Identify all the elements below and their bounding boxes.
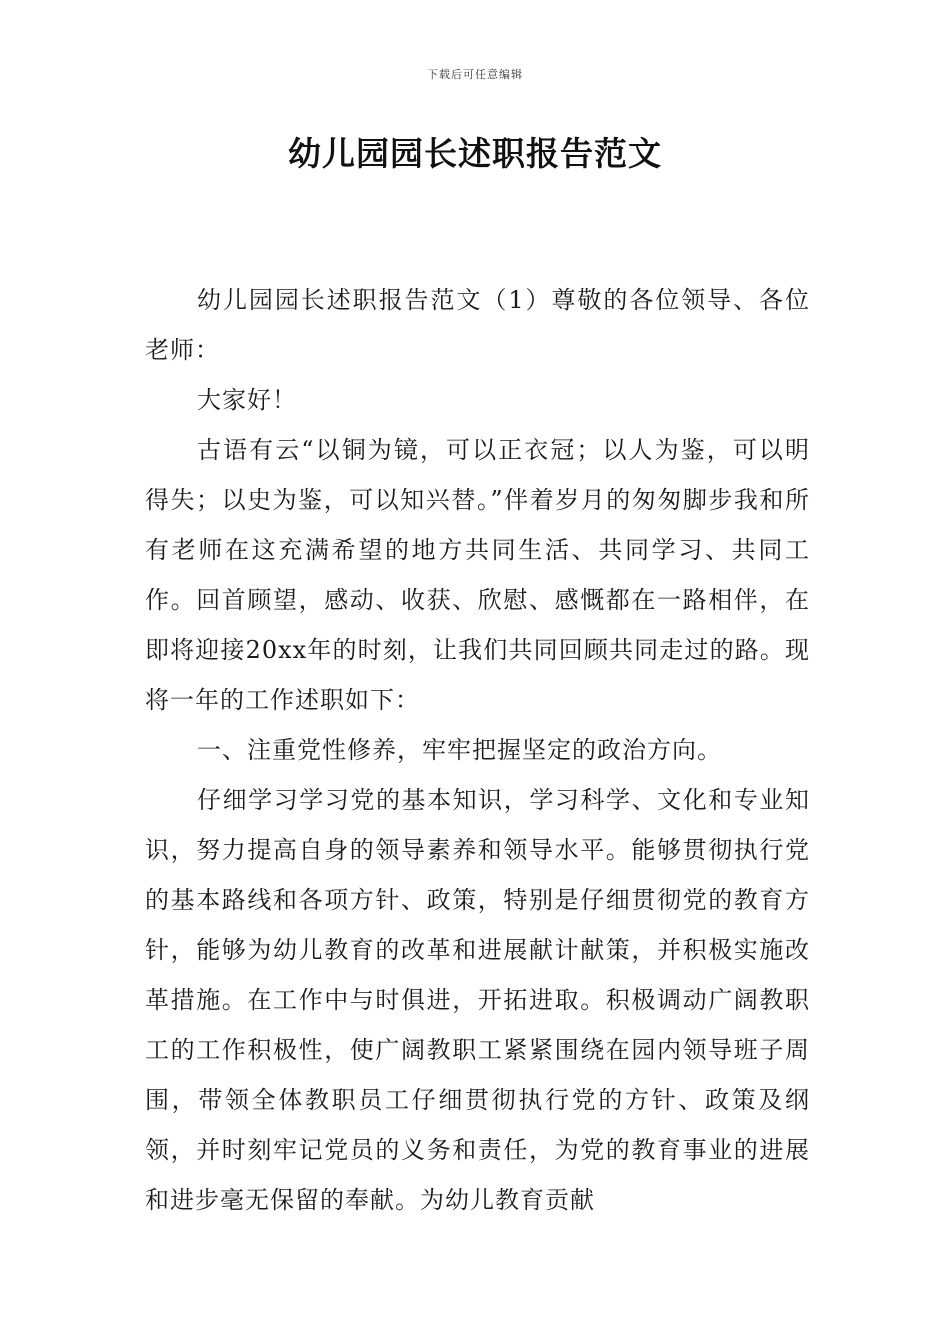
- paragraph: 幼儿园园长述职报告范文（1）尊敬的各位领导、各位老师：: [145, 286, 810, 364]
- paragraph: 一、注重党性修养，牢牢把握坚定的政治方向。: [197, 736, 722, 764]
- document-title: 幼儿园园长述职报告范文: [288, 134, 662, 173]
- paragraph: 大家好！: [197, 386, 297, 414]
- document-body: [145, 275, 810, 1225]
- header-note: 下载后可任意编辑: [427, 68, 523, 81]
- paragraph: 仔细学习学习党的基本知识，学习科学、文化和专业知识，努力提高自身的领导素养和领导水平。能够贯彻执行党的基本路线和各项方针、政策，特别是仔细贯彻党的教育方针，能够为幼儿教育的改革和进展献计献策，并积极实施改革措施。在工作中与时俱进，开拓进取。积极调动广阔教职工的工作积极性，使广阔教职工紧紧围绕在园内领导班子周围，带领全体教职员工仔细贯彻执行党的方针、政策及纲领，并时刻牢记党员的义务和责任，为党的教育事业的进展和进步毫无保留的奉献。为幼儿教育贡献: [145, 786, 810, 1214]
- paragraph: 古语有云“以铜为镜，可以正衣冠；以人为鉴，可以明得失；以史为鉴，可以知兴替。”伴着岁月的匆匆脚步我和所有老师在这充满希望的地方共同生活、共同学习、共同工作。回首顾望，感动、收获、欣慰、感慨都在一路相伴，在即将迎接20xx年的时刻，让我们共同回顾共同走过的路。现将一年的工作述职如下：: [145, 436, 810, 714]
